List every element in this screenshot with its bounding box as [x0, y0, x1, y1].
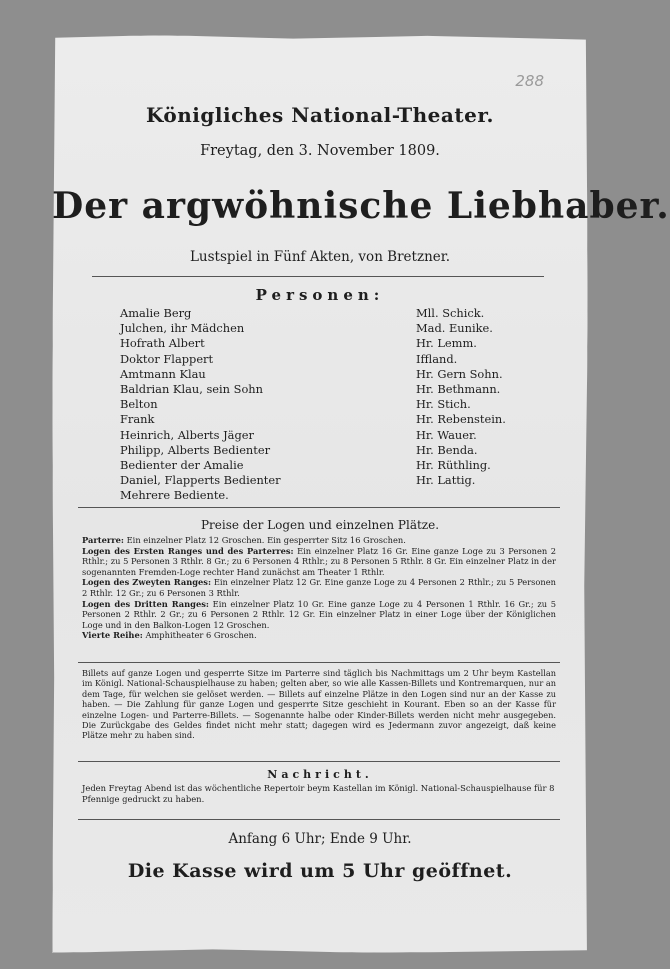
cast-row: [120, 306, 520, 321]
ticket-notice: Billets auf ganze Logen und gesperrte Sitze im Parterre sind täglich bis Nachmittags um 2 Uhr beym Kastellan im Königl. National-Schauspielhause zu haben; gelten aber, so wie alle Kassen-Billets und Kontremarquen, nur an dem Tage, für welchen sie gelöset werden. — Billets auf einzelne Plätze in den Logen sind nur an der Kasse zu haben. — Die Zahlung für ganze Logen und gesperrte Sitze geschieht in Kourant. Eben so an der Kasse für einzelne Logen- und Parterre-Billets. — Sogenannte halbe oder Kinder-Billets werden nicht mehr ausgegeben. Die Zurückgabe des Geldes findet nicht mehr statt; dagegen wird es Jedermann zuvor angezeigt, daß keine Plätze mehr zu haben sind.: [82, 668, 557, 741]
divider: [78, 662, 560, 663]
cast-actor: Hr. Lemm.: [416, 336, 477, 351]
price-text: Ein einzelner Platz 16 Gr. Eine ganze Loge zu 3 Personen 2 Rthlr.; zu 5 Personen 3 Rthlr. 8 Gr.; zu 6 Personen 4 Rthlr.; zu 8 Personen 5 Rthlr. 8 Gr. Ein einzelner Platz in der sogenannten Fremden-Loge rechter Hand zunächst am Theater 1 Rthlr.: [82, 545, 556, 577]
cast-role: Heinrich, Alberts Jäger: [120, 427, 254, 442]
cast-row: [120, 428, 520, 443]
divider: [78, 507, 560, 508]
cast-row: [120, 382, 520, 397]
price-third-rank: [82, 599, 556, 631]
nachricht-heading: Nachricht.: [267, 768, 373, 781]
cast-actor: Mll. Schick.: [416, 306, 485, 320]
box-office-opening: Die Kasse wird um 5 Uhr geöffnet.: [127, 860, 513, 882]
price-text: Ein einzelner Platz 12 Gr. Eine ganze Loge zu 4 Personen 2 Rthlr.; zu 5 Personen 2 Rthlr. 12 Gr.; zu 6 Personen 3 Rthlr.: [82, 577, 557, 598]
cast-role: Julchen, ihr Mädchen: [120, 321, 245, 336]
divider: [78, 761, 560, 762]
cast-role: Daniel, Flapperts Bedienter: [120, 473, 281, 488]
cast-row: [120, 412, 520, 427]
play-title: Der argwöhnische Liebhaber.: [52, 185, 670, 227]
cast-actor: Mad. Eunike.: [416, 321, 493, 336]
prices-block: [82, 535, 556, 641]
cast-role: Hofrath Albert: [120, 336, 205, 351]
cast-row: [120, 352, 520, 367]
price-label: Logen des Ersten Ranges und des Parterres:: [82, 545, 294, 556]
cast-actor: Hr. Stich.: [416, 397, 471, 412]
price-fourth-row: [82, 630, 556, 641]
divider: [92, 276, 544, 277]
personen-heading: Personen:: [255, 286, 385, 304]
cast-actor: Hr. Rüthling.: [416, 457, 491, 472]
cast-row: [120, 367, 520, 382]
cast-role: Amalie Berg: [120, 306, 192, 320]
play-subtitle: Lustspiel in Fünf Akten, von Bretzner.: [189, 249, 451, 265]
price-second-rank: [82, 577, 556, 598]
prices-heading: Preise der Logen und einzelnen Plätze.: [200, 518, 440, 532]
price-label: Logen des Zweyten Ranges:: [82, 577, 212, 588]
cast-role: Doktor Flappert: [120, 351, 214, 366]
catalog-number: 288: [515, 72, 544, 90]
performance-date: Freytag, den 3. November 1809.: [200, 143, 440, 159]
theatre-name: Königliches National-Theater.: [145, 103, 494, 127]
cast-role: Baldrian Klau, sein Sohn: [120, 381, 263, 396]
cast-actor: Hr. Gern Sohn.: [416, 366, 503, 381]
price-text: Ein einzelner Platz 12 Groschen. Ein gesperrter Sitz 16 Groschen.: [126, 535, 406, 545]
cast-actor: Hr. Lattig.: [416, 473, 476, 488]
cast-row: [120, 336, 520, 351]
cast-role: Mehrere Bediente.: [120, 488, 229, 503]
cast-role: Frank: [120, 412, 155, 427]
price-label: Vierte Reihe:: [82, 630, 143, 641]
cast-actor: Hr. Bethmann.: [416, 381, 501, 396]
price-label: Logen des Dritten Ranges:: [82, 598, 209, 609]
start-end-times: Anfang 6 Uhr; Ende 9 Uhr.: [228, 831, 412, 847]
cast-row: [120, 488, 520, 503]
divider: [78, 819, 560, 820]
cast-row: [120, 458, 520, 473]
cast-actor: Hr. Rebenstein.: [416, 412, 506, 427]
cast-role: Philipp, Alberts Bedienter: [120, 442, 271, 457]
cast-role: Bedienter der Amalie: [120, 457, 244, 472]
cast-actor: [416, 488, 520, 503]
cast-actor: Hr. Wauer.: [416, 427, 477, 442]
nachricht-text: Jeden Freytag Abend ist das wöchentliche Repertoir beym Kastellan im Königl. National-Schauspielhause für 8 Pfennige gedruckt zu haben.: [82, 783, 555, 804]
cast-list: [120, 306, 520, 503]
cast-role: Belton: [120, 397, 158, 412]
price-parterre: [82, 535, 556, 546]
cast-row: [120, 321, 520, 336]
cast-role: Amtmann Klau: [120, 366, 206, 381]
cast-actor: Iffland.: [416, 351, 458, 366]
price-text: Amphitheater 6 Groschen.: [145, 630, 257, 641]
cast-row: [120, 443, 520, 458]
cast-actor: Hr. Benda.: [416, 442, 478, 457]
cast-row: [120, 397, 520, 412]
price-label: Parterre:: [82, 535, 124, 545]
price-first-rank: [82, 546, 556, 578]
cast-row: [120, 473, 520, 488]
price-text: Ein einzelner Platz 10 Gr. Eine ganze Loge zu 4 Personen 1 Rthlr. 16 Gr.; zu 5 Personen 2 Rthlr. 2 Gr.; zu 6 Personen 2 Rthlr. 12 Gr. Ein einzelner Platz in einer Loge über der Königlichen Loge und in den Balkon-Logen 12 Groschen.: [82, 598, 556, 630]
